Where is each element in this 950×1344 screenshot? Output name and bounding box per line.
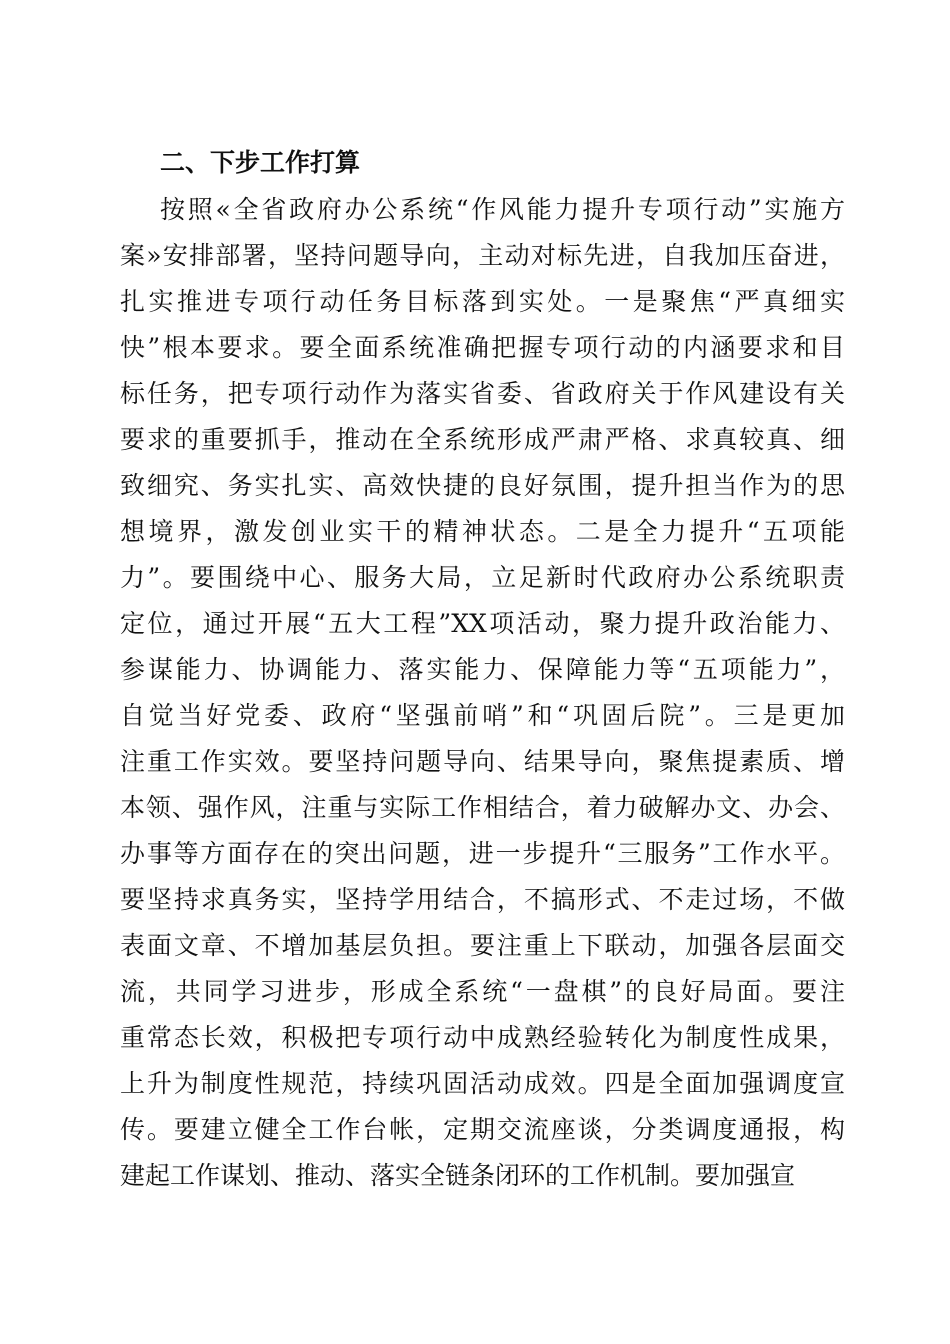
- text-line: 想境界，激发创业实干的精神状态。二是全力提升“五项能: [120, 517, 845, 546]
- text-line: 定位，通过开展“五大工程”XX项活动，聚力提升政治能力、: [120, 609, 845, 638]
- text-line: 扎实推进专项行动任务目标落到实处。一是聚焦“严真细实: [120, 287, 845, 316]
- text-line: 建起工作谋划、推动、落实全链条闭环的工作机制。要加强宣: [120, 1161, 796, 1190]
- text-line: 要坚持求真务实，坚持学用结合，不搞形式、不走过场，不做: [120, 885, 845, 914]
- body-paragraph: [120, 187, 845, 1199]
- text-line: 快”根本要求。要全面系统准确把握专项行动的内涵要求和目: [120, 333, 845, 362]
- text-line: 标任务，把专项行动作为落实省委、省政府关于作风建设有关: [120, 379, 845, 408]
- text-line: 上升为制度性规范，持续巩固活动成效。四是全面加强调度宣: [120, 1069, 845, 1098]
- text-line: 按照«全省政府办公系统“作风能力提升专项行动”实施方: [160, 195, 845, 224]
- text-line: 传。要建立健全工作台帐，定期交流座谈，分类调度通报，构: [120, 1115, 845, 1144]
- text-line: 致细究、务实扎实、高效快捷的良好氛围，提升担当作为的思: [120, 471, 845, 500]
- text-line: 参谋能力、协调能力、落实能力、保障能力等“五项能力”，: [120, 655, 845, 684]
- text-line: 办事等方面存在的突出问题，进一步提升“三服务”工作水平。: [120, 839, 845, 868]
- text-line: 流，共同学习进步，形成全系统“一盘棋”的良好局面。要注: [120, 977, 845, 1006]
- text-line: 自觉当好党委、政府“坚强前哨”和“巩固后院”。三是更加: [120, 701, 845, 730]
- section-heading: 二、下步工作打算: [160, 148, 361, 177]
- text-line: 表面文章、不增加基层负担。要注重上下联动，加强各层面交: [120, 931, 845, 960]
- text-line: 注重工作实效。要坚持问题导向、结果导向，聚焦提素质、增: [120, 747, 845, 776]
- text-line: 案»安排部署，坚持问题导向，主动对标先进，自我加压奋进，: [120, 241, 845, 270]
- text-line: 力”。要围绕中心、服务大局，立足新时代政府办公系统职责: [120, 563, 845, 592]
- text-line: 重常态长效，积极把专项行动中成熟经验转化为制度性成果，: [120, 1023, 845, 1052]
- text-line: 要求的重要抓手，推动在全系统形成严肃严格、求真较真、细: [120, 425, 845, 454]
- text-line: 本领、强作风，注重与实际工作相结合，着力破解办文、办会、: [120, 793, 845, 822]
